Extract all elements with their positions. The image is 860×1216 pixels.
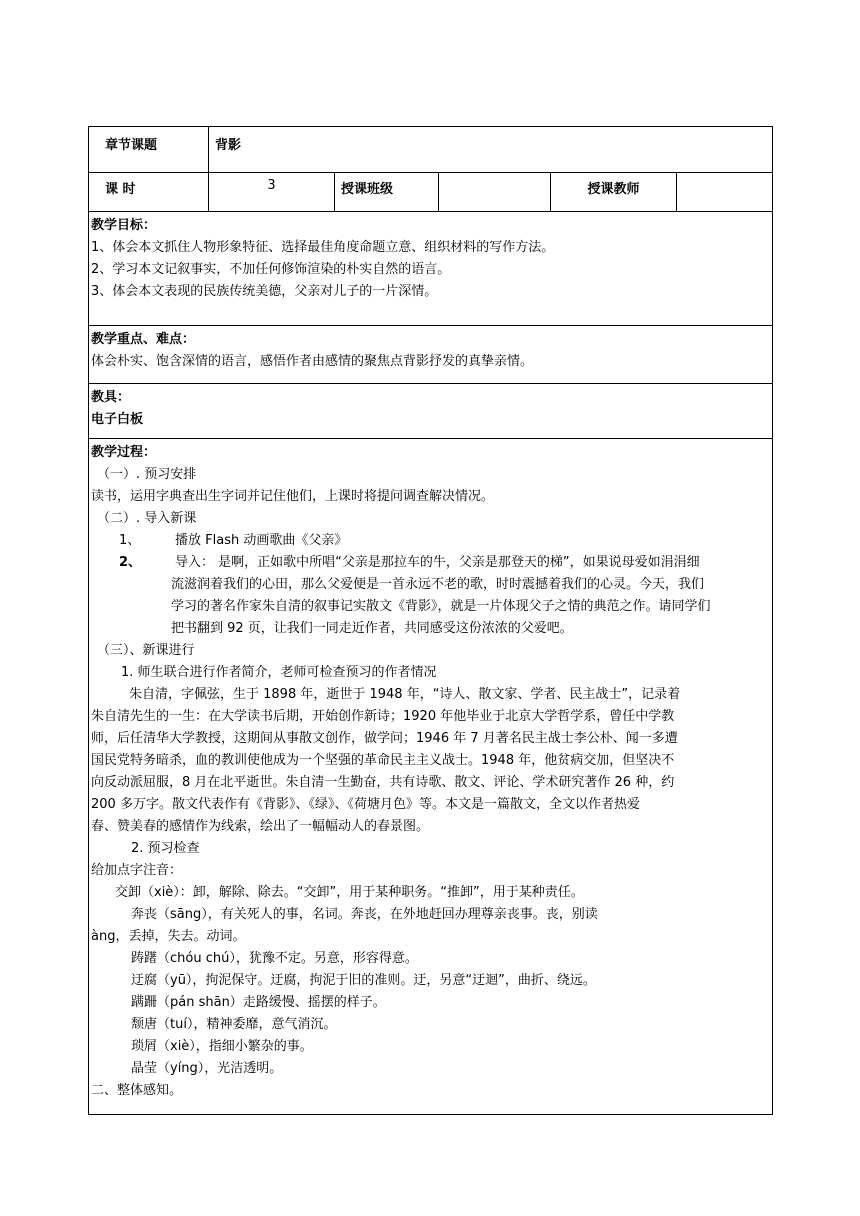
objective-item: 2、学习本文记叙事实，不加任何修饰渲染的朴实自然的语言。	[91, 262, 451, 277]
preview-heading: （一）. 预习安排	[97, 467, 197, 482]
word-entry: 蹒跚（pán shān）走路缓慢、摇摆的样子。	[131, 995, 386, 1010]
word-entry: 踌躇（chóu chú），犹豫不定。另意，形容得意。	[131, 951, 418, 966]
intro-item-number: 1、	[119, 533, 141, 548]
objective-item: 3、体会本文表现的民族传统美德，父亲对儿子的一片深情。	[91, 284, 438, 299]
hours-label: 课 时	[89, 173, 209, 212]
intro-item-text: 学习的著名作家朱自清的叙事记实散文《背影》，就是一片体现父子之情的典范之作。请同学们	[171, 599, 711, 614]
class-value	[439, 173, 551, 212]
chapter-value: 背影	[209, 127, 773, 173]
intro-item-number: 2、	[119, 555, 142, 570]
author-text: 向反动派屈服，8 月在北平逝世。朱自清一生勤奋，共有诗歌、散文、评论、学术研究著作 26 种，约	[91, 775, 675, 790]
author-text: 师，后任清华大学教授，这期间从事散文创作，做学问；1946 年 7 月著名民主战士李公朴、闻一多遭	[91, 731, 678, 746]
lesson-plan-page	[88, 126, 772, 1115]
teacher-value	[677, 173, 773, 212]
objectives-section	[89, 212, 773, 326]
class-label: 授课班级	[335, 173, 439, 212]
tools-text: 电子白板	[91, 412, 144, 427]
intro-item-text: 把书翻到 92 页，让我们一同走近作者，共同感受这份浓浓的父爱吧。	[171, 621, 573, 636]
author-text: 春、赞美春的感情作为线索，绘出了一幅幅动人的春景图。	[91, 819, 430, 834]
word-entry: àng，丢掉，失去。动词。	[91, 929, 246, 944]
key-points-section	[89, 326, 773, 384]
key-points-text: 体会朴实、饱含深情的语言，感悟作者由感情的聚焦点背影抒发的真挚亲情。	[91, 354, 534, 369]
new-lesson-heading: （三）、新课进行	[97, 643, 195, 658]
word-entry: 交卸（xiè）：卸，解除、除去。“交卸”，用于某种职务。“推卸”，用于某种责任。	[115, 885, 584, 900]
hours-value: 3	[209, 173, 335, 212]
word-entry: 迂腐（yū），拘泥保守。迂腐，拘泥于旧的准则。迂，另意“迂迴”，曲折、绕远。	[131, 973, 596, 988]
author-text: 朱自清，字佩弦，生于 1898 年，逝世于 1948 年，“诗人、散文家、学者、民主战士”，记录着	[129, 687, 681, 702]
phonetic-heading: 给加点字注音：	[91, 863, 183, 878]
preview-text: 读书，运用字典查出生字词并记住他们，上课时将提问调查解决情况。	[91, 489, 495, 504]
author-text: 国民党特务暗杀，血的教训使他成为一个坚强的革命民主主义战士。1948 年，他贫病交加，但坚决不	[91, 753, 675, 768]
step-2: 2. 预习检查	[131, 841, 200, 856]
objective-item: 1、体会本文抓住人物形象特征、选择最佳角度命题立意、组织材料的写作方法。	[91, 240, 555, 255]
lesson-plan-table	[88, 126, 773, 1115]
teacher-label: 授课教师	[551, 173, 677, 212]
word-entry: 琐屑（xiè），指细小繁杂的事。	[131, 1039, 313, 1054]
chapter-label: 章节课题	[89, 127, 209, 173]
author-text: 朱自清先生的一生：在大学读书后期，开始创作新诗；1920 年他毕业于北京大学哲学系，曾任中学教	[91, 709, 675, 724]
objectives-title: 教学目标：	[91, 218, 157, 233]
section-2-heading: 二、整体感知。	[91, 1083, 183, 1098]
tools-section	[89, 384, 773, 439]
word-entry: 奔丧（sāng），有关死人的事，名词。奔丧，在外地赶回办理尊亲丧事。丧，别读	[131, 907, 598, 922]
key-points-title: 教学重点、难点：	[91, 332, 196, 347]
intro-heading: （二）. 导入新课	[97, 511, 197, 526]
author-text: 200 多万字。散文代表作有《背影》、《绿》、《荷塘月色》等。本文是一篇散文，全文以作者热爱	[91, 797, 640, 812]
tools-title: 教具：	[91, 390, 131, 405]
word-entry: 颓唐（tuí），精神委靡，意气消沉。	[131, 1017, 337, 1032]
process-title: 教学过程：	[91, 445, 157, 460]
intro-item-text: 流滋润着我们的心田，那么父爱便是一首永远不老的歌，时时震撼着我们的心灵。今天，我们	[171, 577, 705, 592]
intro-item-text: 导入： 是啊，正如歌中所唱“父亲是那拉车的牛，父亲是那登天的梯”，如果说母爱如涓涓细	[175, 555, 700, 570]
word-entry: 晶莹（yíng），光洁透明。	[131, 1061, 283, 1076]
intro-item-text: 播放 Flash 动画歌曲《父亲》	[175, 533, 348, 548]
process-section	[89, 439, 773, 1115]
step-1: 1. 师生联合进行作者简介，老师可检查预习的作者情况	[121, 665, 437, 680]
